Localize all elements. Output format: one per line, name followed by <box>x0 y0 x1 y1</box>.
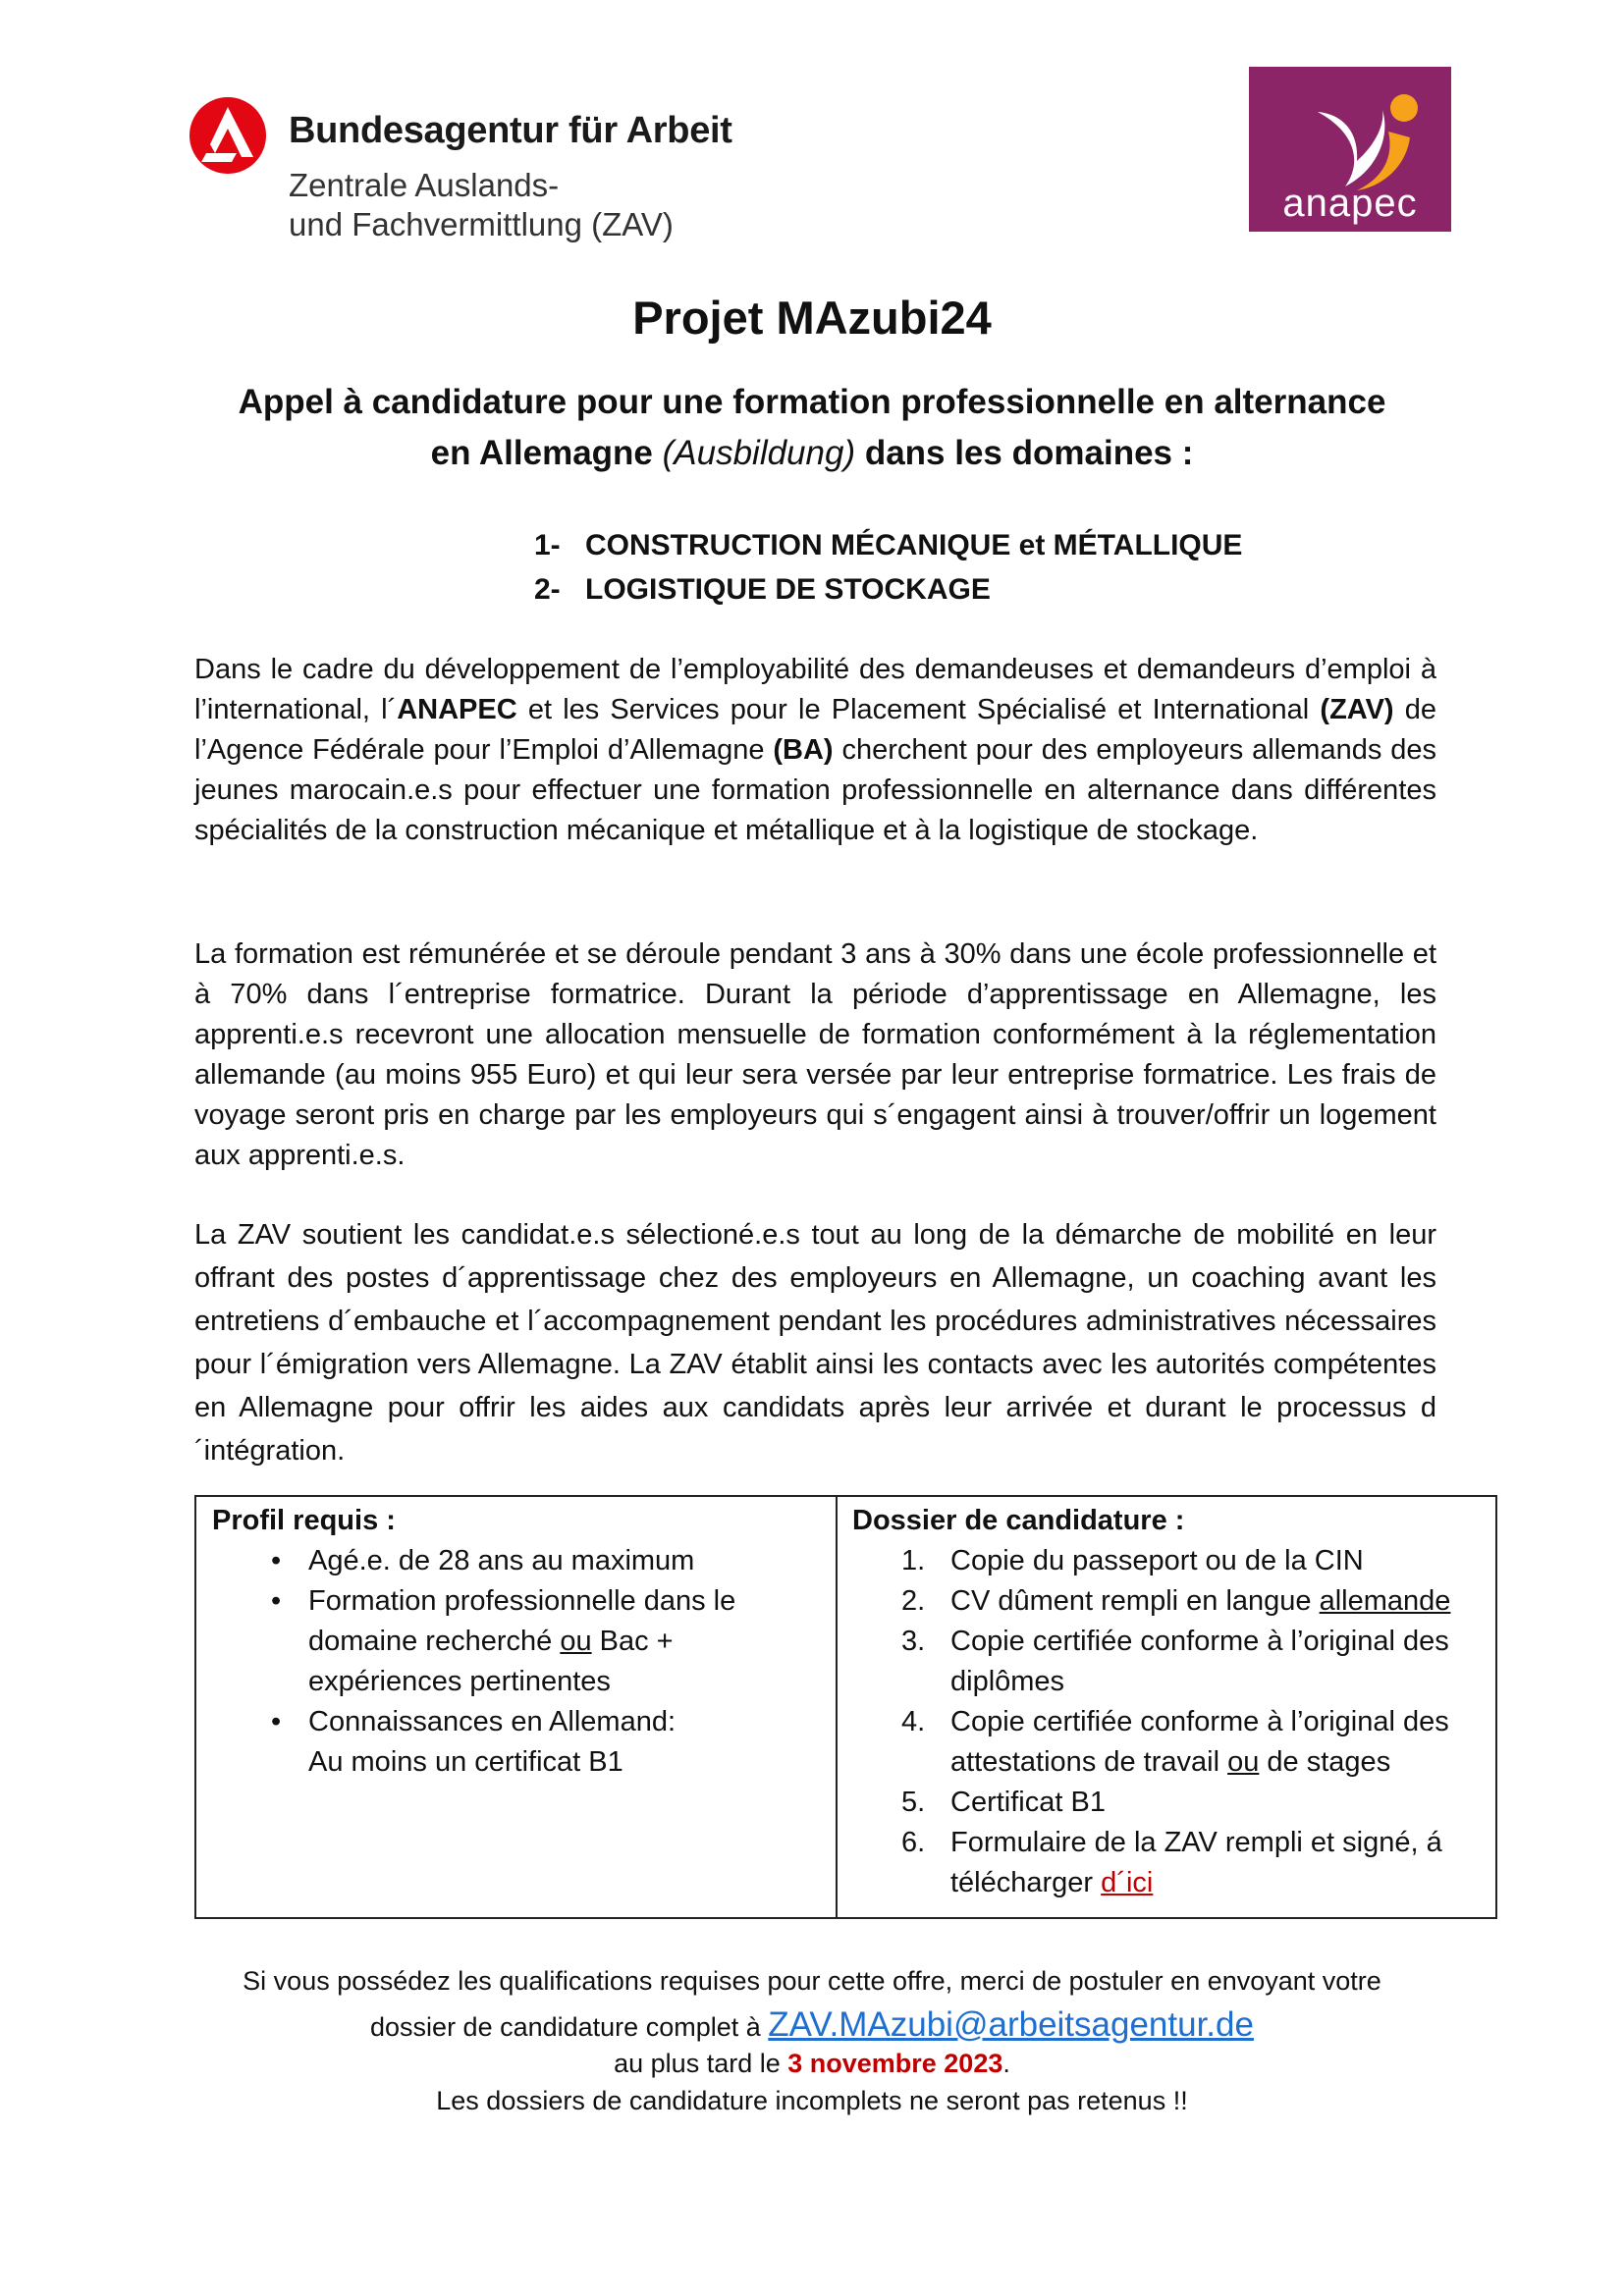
domain-label: LOGISTIQUE DE STOCKAGE <box>585 573 991 606</box>
footer-line1: Si vous possédez les qualifications requises pour cette offre, merci de postuler en envoyant votre <box>243 1966 1381 1996</box>
anapec-wordmark: anapec <box>1282 182 1418 225</box>
dossier-heading: Dossier de candidature : <box>852 1505 1185 1536</box>
email-link[interactable]: ZAV.MAzubi@arbeitsagentur.de <box>768 2005 1254 2044</box>
domain-item <box>534 573 991 607</box>
footer-line3 <box>0 2049 1624 2079</box>
footer-text: . <box>1002 2049 1010 2078</box>
ba-bold: (BA) <box>773 734 834 766</box>
dossier-column <box>852 1501 1490 1903</box>
deadline-date: 3 novembre 2023 <box>787 2049 1003 2078</box>
footer-line2 <box>0 2005 1624 2045</box>
dossier-item <box>852 1581 1490 1622</box>
footer-text: dossier de candidature complet à <box>370 2012 769 2042</box>
paragraph-intro <box>194 650 1436 851</box>
paragraph-remuneration: La formation est rémunérée et se déroule pendant 3 ans à 30% dans une école professionnelle et à 70% dans l´entreprise formatrice. Durant la période d’apprentissage en Allemagne, les apprenti.e.s recevront une allocation mensuelle de formation conformément à la réglementation allemande (au moins 955 Euro) et qui leur sera versée par leur entreprise formatrice. Les frais de voyage seront pris en charge par les employeurs qui s´engagent ainsi à trouver/offrir un logement aux apprenti.e.s. <box>194 938 1436 1171</box>
bullet-icon: • <box>271 1545 282 1576</box>
profile-item-text: Bac + expériences pertinentes <box>308 1626 674 1697</box>
profile-column <box>212 1501 821 1783</box>
ba-logo-icon <box>189 96 267 175</box>
dossier-item-text: Copie du passeport ou de la CIN <box>950 1545 1364 1576</box>
dossier-item-text: CV dûment rempli en langue <box>950 1585 1320 1617</box>
zav-bold: (ZAV) <box>1320 694 1394 725</box>
ba-subtitle-line1: Zentrale Auslands- <box>289 167 560 203</box>
text-span: Dans le cadre du développement de l’employabilité des demandeuses et demandeurs d’emploi à l’international, l´ <box>194 654 1436 725</box>
ba-name: Bundesagentur für Arbeit <box>289 110 732 151</box>
dossier-item <box>852 1541 1490 1581</box>
item-number: 2. <box>901 1585 926 1617</box>
profile-item-text: Connaissances en Allemand: <box>308 1706 677 1737</box>
subtitle-line2 <box>0 434 1624 473</box>
dossier-item <box>852 1622 1490 1702</box>
footer-text: au plus tard le <box>614 2049 788 2078</box>
domain-item <box>534 529 1242 562</box>
subtitle-line2-part1: en Allemagne <box>430 434 663 472</box>
paragraph-zav-support: La ZAV soutient les candidat.e.s sélectioné.e.s tout au long de la démarche de mobilité en leur offrant des postes d´apprentissage chez des employeurs en Allemagne, un coaching avant les entretiens d´embauche et l´accompagnement pendant les procédures administratives nécessaires pour l´émigration vers Allemagne. La ZAV établit ainsi les contacts avec les autorités compétentes en Allemagne pour offrir les aides aux candidats après leur arrivée et durant le processus d´intégration. <box>194 1219 1436 1467</box>
dossier-item-text: Certificat B1 <box>950 1787 1106 1818</box>
dossier-item-text: Copie certifiée conforme à l’original des attestations de travail <box>950 1706 1449 1778</box>
profile-item-text: Formation professionnelle dans le domaine recherché <box>308 1585 736 1657</box>
domain-label: CONSTRUCTION MÉCANIQUE et MÉTALLIQUE <box>585 529 1243 561</box>
profile-item-text: Au moins un certificat B1 <box>308 1746 623 1778</box>
underlined-ou: ou <box>1227 1746 1260 1778</box>
underlined-allemande: allemande <box>1319 1585 1451 1617</box>
domain-number: 1- <box>534 529 561 561</box>
text-span: cherchent pour des employeurs allemands des jeunes marocain.e.s pour effectuer une formation professionnelle en alternance dans différentes spécialités de la construction mécanique et métallique et à la logistique de stockage. <box>194 734 1437 846</box>
profile-item-text: Agé.e. de 28 ans au maximum <box>308 1545 695 1576</box>
bullet-icon: • <box>271 1585 282 1617</box>
bullet-icon: • <box>271 1706 282 1737</box>
subtitle-ausbildung: (Ausbildung) <box>662 434 856 472</box>
item-number: 6. <box>901 1827 926 1858</box>
dossier-item <box>852 1702 1490 1783</box>
item-number: 5. <box>901 1787 926 1818</box>
dossier-item-text: de stages <box>1259 1746 1391 1778</box>
dossier-item-text: Copie certifiée conforme à l’original des diplômes <box>950 1626 1449 1697</box>
subtitle-line2-part2: dans les domaines : <box>855 434 1194 472</box>
page-title: Projet MAzubi24 <box>632 292 992 344</box>
anapec-logo <box>1249 67 1451 232</box>
table-divider <box>836 1497 838 1917</box>
anapec-swoosh-icon <box>1288 84 1435 192</box>
profile-item <box>212 1581 821 1702</box>
dossier-item-text: Formulaire de la ZAV rempli et signé, á télécharger <box>950 1827 1442 1898</box>
item-number: 4. <box>901 1706 926 1737</box>
subtitle-line1: Appel à candidature pour une formation professionnelle en alternance <box>238 383 1386 421</box>
ba-subtitle-line2: und Fachvermittlung (ZAV) <box>289 206 674 242</box>
item-number: 3. <box>901 1626 926 1657</box>
profile-heading: Profil requis : <box>212 1505 396 1536</box>
profile-item <box>212 1541 821 1581</box>
download-form-link[interactable]: d´ici <box>1101 1867 1154 1898</box>
dossier-item <box>852 1823 1490 1903</box>
anapec-bold: ANAPEC <box>397 694 517 725</box>
footer-line4: Les dossiers de candidature incomplets ne seront pas retenus !! <box>436 2086 1188 2115</box>
domain-number: 2- <box>534 573 561 606</box>
requirements-table <box>194 1495 1497 1919</box>
text-span: et les Services pour le Placement Spécialisé et International <box>516 694 1321 725</box>
dossier-item <box>852 1783 1490 1823</box>
profile-item <box>212 1702 821 1783</box>
underlined-ou: ou <box>560 1626 592 1657</box>
text-span: de l’Agence Fédérale pour l’Emploi d’Allemagne <box>194 694 1436 766</box>
item-number: 1. <box>901 1545 926 1576</box>
